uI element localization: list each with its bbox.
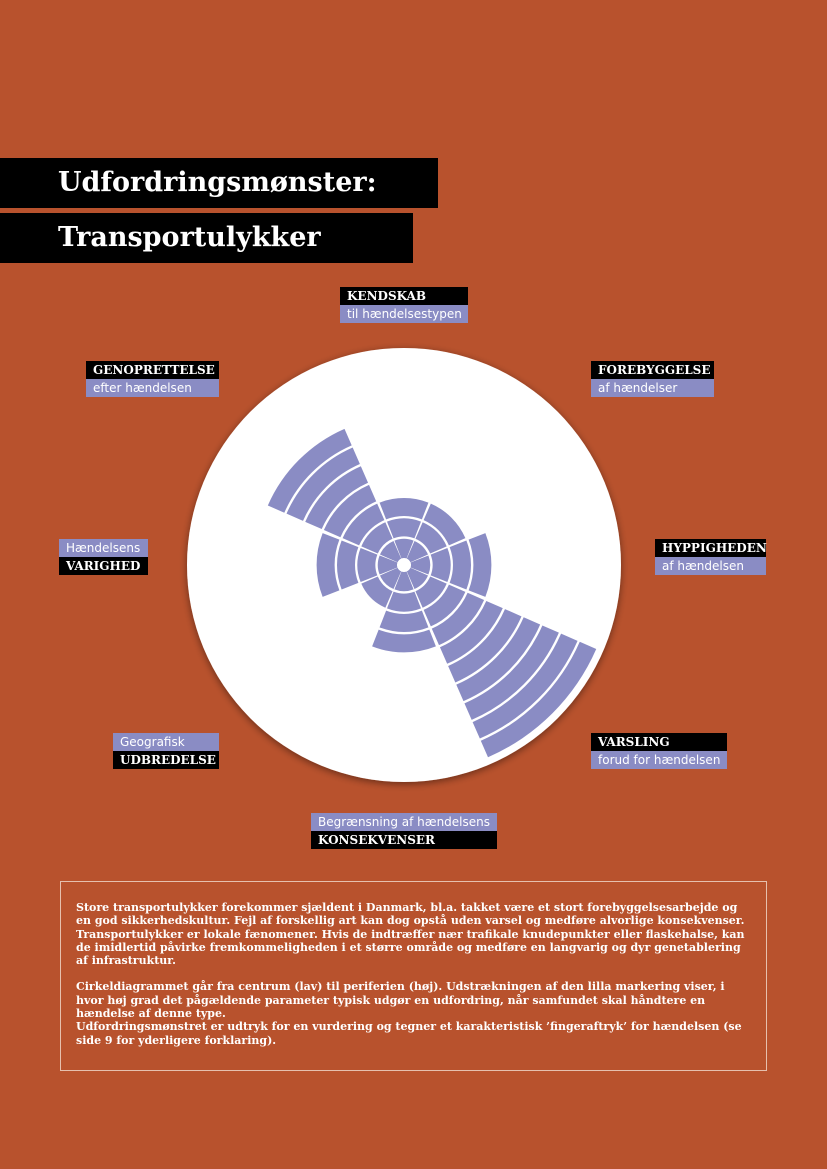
label-konsekvenser-sub: Begrænsning af hændelsens xyxy=(311,813,497,831)
label-udbredelse-title: UDBREDELSE xyxy=(113,751,219,769)
label-konsekvenser-title: KONSEKVENSER xyxy=(311,831,497,849)
label-konsekvenser xyxy=(311,813,497,849)
label-udbredelse-sub: Geografisk xyxy=(113,733,219,751)
chart-hub xyxy=(401,562,407,568)
label-udbredelse xyxy=(113,733,219,769)
title-line-1: Udfordringsmønster: xyxy=(0,158,438,208)
label-varsling-title: VARSLING xyxy=(591,733,727,751)
label-genoprettelse xyxy=(86,361,219,397)
label-kendskab-title: KENDSKAB xyxy=(340,287,468,305)
label-forebyggelse-sub: af hændelser xyxy=(591,379,714,397)
label-forebyggelse xyxy=(591,361,714,397)
label-varighed-title: VARIGHED xyxy=(59,557,148,575)
label-kendskab-sub: til hændelsestypen xyxy=(340,305,468,323)
label-genoprettelse-sub: efter hændelsen xyxy=(86,379,219,397)
title-line-2: Transportulykker xyxy=(0,213,413,263)
label-genoprettelse-title: GENOPRETTELSE xyxy=(86,361,219,379)
label-forebyggelse-title: FOREBYGGELSE xyxy=(591,361,714,379)
info-box xyxy=(60,881,767,1071)
info-paragraph-1: Store transportulykker forekommer sjældent i Danmark, bl.a. takket være et stort forebyggelsesarbejde og en god sikkerhedskultur. Fejl af forskellig art kan dog opstå uden varsel og medføre alvorlige konsekvenser. Transportulykker er lokale fænomener. Hvis de indtræffer nær trafikale knudepunkter eller flaskehalse, kan de imidlertid påvirke fremkommeligheden i et større område og medføre en langvarig og dyr genetablering af infrastruktur. xyxy=(76,901,745,968)
label-hyppigheden-title: HYPPIGHEDEN xyxy=(655,539,766,557)
label-varsling-sub: forud for hændelsen xyxy=(591,751,727,769)
label-hyppigheden-sub: af hændelsen xyxy=(655,557,766,575)
label-varighed xyxy=(59,539,148,575)
label-varsling xyxy=(591,733,727,769)
info-paragraph-2: Cirkeldiagrammet går fra centrum (lav) til periferien (høj). Udstrækningen af den lilla markering viser, i hvor høj grad det pågældende parameter typisk udgør en udfordring, når samfundet skal håndtere en hændelse af denne type. xyxy=(76,980,725,1021)
info-paragraph-3: Udfordringsmønstret er udtryk for en vurdering og tegner et karakteristisk ’fingeraftryk’ for hændelsen (se side 9 for yderligere forklaring). xyxy=(76,1020,742,1047)
label-kendskab xyxy=(340,287,468,323)
label-hyppigheden xyxy=(655,539,766,575)
label-varighed-sub: Hændelsens xyxy=(59,539,148,557)
